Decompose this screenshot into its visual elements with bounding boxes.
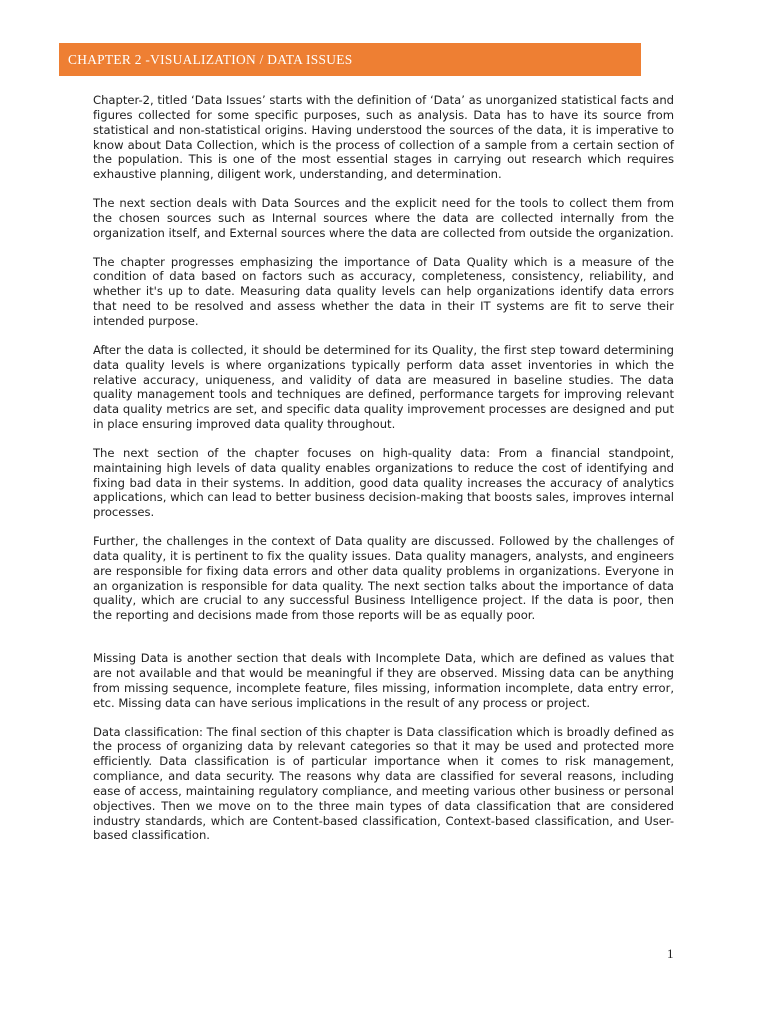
paragraph-quality-determination: After the data is collected, it should be determined for its Quality, the first step toward determining data quality levels is where organizations typically perform data asset inventories in which the relative accuracy, uniqueness, and validity of data are measured in baseline studies. The data quality management tools and techniques are defined, performance targets for improving relevant data quality metrics are set, and specific data quality improvement processes are designed and put in place ensuring improved data quality throughout. <box>93 342 674 432</box>
chapter-header-banner <box>59 43 641 76</box>
chapter-title: CHAPTER 2 -VISUALIZATION / DATA ISSUES <box>68 51 353 67</box>
page-number: 1 <box>667 946 674 961</box>
paragraph-data-quality: The chapter progresses emphasizing the importance of Data Quality which is a measure of the condition of data based on factors such as accuracy, completeness, consistency, reliability, and whether it's up to date. Measuring data quality levels can help organizations identify data errors that need to be resolved and assess whether the data in their IT systems are fit to serve their intended purpose. <box>93 254 674 328</box>
document-body <box>93 93 674 857</box>
paragraph-data-issues-intro: Chapter-2, titled ‘Data Issues’ starts with the definition of ‘Data’ as unorganized statistical facts and figures collected for some specific purposes, such as analysis. Data has to have its source from statistical and non-statistical origins. Having understood the sources of the data, it is imperative to know about Data Collection, which is the process of collection of a sample from a certain section of the population. This is one of the most essential stages in carrying out research which requires exhaustive planning, diligent work, understanding, and determination. <box>93 93 674 182</box>
paragraph-quality-challenges: Further, the challenges in the context of Data quality are discussed. Followed by the challenges of data quality, it is pertinent to fix the quality issues. Data quality managers, analysts, and engineers are responsible for fixing data errors and other data quality problems in organizations. Everyone in an organization is responsible for data quality. The next section talks about the importance of data quality, which are crucial to any successful Business Intelligence project. If the data is poor, then the reporting and decisions made from those reports will be as equally poor. <box>93 534 674 623</box>
paragraph-missing-data: Missing Data is another section that deals with Incomplete Data, which are defined as values that are not available and that would be meaningful if they are observed. Missing data can be anything from missing sequence, incomplete feature, files missing, information incomplete, data entry error, etc. Missing data can have serious implications in the result of any process or project. <box>93 651 674 710</box>
paragraph-data-classification: Data classification: The final section of this chapter is Data classification which is broadly defined as the process of organizing data by relevant categories so that it may be used and protected more efficiently. Data classification is of particular importance when it comes to risk management, compliance, and data security. The reasons why data are classified for several reasons, including ease of access, maintaining regulatory compliance, and meeting various other business or personal objectives. Then we move on to the three main types of data classification that are considered industry standards, which are Content-based classification, Context-based classification, and User-based classification. <box>93 724 674 843</box>
paragraph-data-sources: The next section deals with Data Sources and the explicit need for the tools to collect them from the chosen sources such as Internal sources where the data are collected internally from the organization itself, and External sources where the data are collected from outside the organization. <box>93 196 674 240</box>
paragraph-high-quality-data: The next section of the chapter focuses on high-quality data: From a financial standpoint, maintaining high levels of data quality enables organizations to reduce the cost of identifying and fixing bad data in their systems. In addition, good data quality increases the accuracy of analytics applications, which can lead to better business decision-making that boosts sales, improves internal processes. <box>93 445 674 520</box>
